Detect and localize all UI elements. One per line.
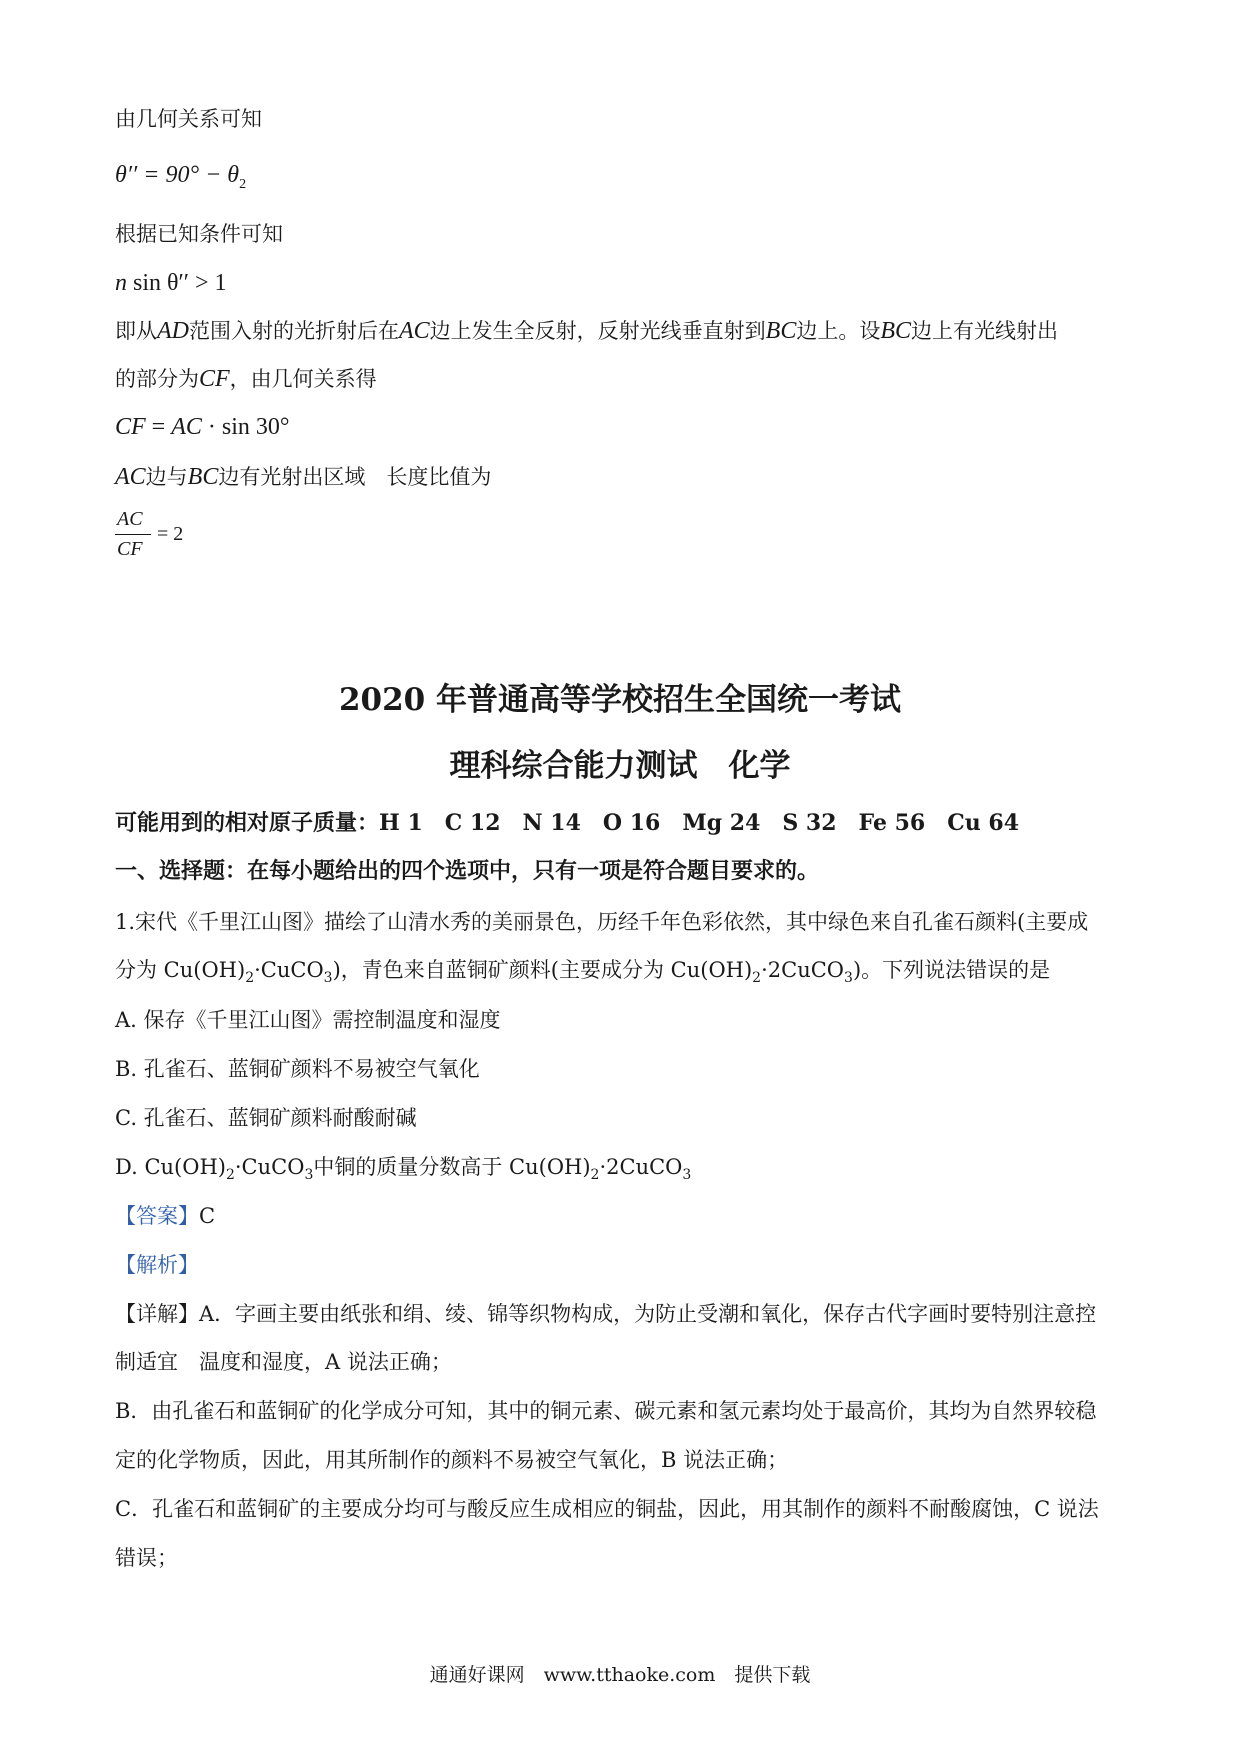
detail-line: B．由孔雀石和蓝铜矿的化学成分可知，其中的铜元素、碳元素和氢元素均处于最高价，其均为自然界较稳 — [115, 1399, 1097, 1423]
detail-tag: 【详解】 — [115, 1302, 199, 1326]
page-footer: 通通好课网 www.tthaoke.com 提供下载 — [429, 1664, 811, 1686]
option-b: B. 孔雀石、蓝铜矿颜料不易被空气氧化 — [115, 1057, 480, 1081]
option-a: A. 保存《千里江山图》需控制温度和湿度 — [115, 1008, 501, 1032]
exam-title: 2020 年普通高等学校招生全国统一考试 — [338, 682, 902, 718]
question-1-line: 分为 $Cu(OH)_2\cdot CuCO_3$)，青色来自蓝铜矿颜料(主要成分为 $Cu(OH)_2\cdot 2CuCO_3$)。下列说法错误的是 — [115, 958, 1051, 987]
detail-line: 错误； — [115, 1546, 178, 1570]
detail-line: 制适宜 温度和湿度，A 说法正确； — [115, 1350, 452, 1374]
detail-line: C．孔雀石和蓝铜矿的主要成分均可与酸反应生成相应的铜盐，因此，用其制作的颜料不耐酸腐蚀，C 说法 — [115, 1497, 1099, 1521]
equation-nsin: n sin θ′′ > 1 — [115, 270, 227, 296]
answer-tag: 【答案】 — [115, 1204, 199, 1228]
text-line: 根据已知条件可知 — [115, 222, 283, 246]
equation-cf: CF = AC · sin 30° — [115, 414, 290, 440]
answer-value: C — [199, 1204, 216, 1228]
equation-theta: $\theta'' = 90^\circ - \theta_2$ — [115, 162, 247, 192]
question-1-line: 1.宋代《千里江山图》描绘了山清水秀的美丽景色，历经千年色彩依然，其中绿色来自孔雀石颜料(主要成 — [115, 910, 1089, 934]
atomic-masses: 可能用到的相对原子质量：H 1 C 12 N 14 O 16 Mg 24 S 32 Fe 56 Cu 64 — [115, 810, 1019, 836]
text-line: 的部分为CF，由几何关系得 — [115, 366, 377, 392]
exam-subtitle: 理科综合能力测试 化学 — [449, 748, 791, 784]
option-d: D. $Cu(OH)_2\cdot CuCO_3$中铜的质量分数高于 $Cu(OH)_2\cdot 2CuCO_3$ — [115, 1155, 692, 1184]
analysis-line — [115, 1250, 199, 1280]
text-line: 由几何关系可知 — [115, 107, 262, 131]
text-line: 即从AD范围入射的光折射后在AC边上发生全反射，反射光线垂直射到BC边上。设BC边上有光线射出 — [115, 318, 1059, 344]
analysis-tag: 【解析】 — [115, 1253, 199, 1277]
text-line: AC边与BC边有光射出区域 长度比值为 — [115, 464, 492, 490]
section-heading: 一、选择题：在每小题给出的四个选项中，只有一项是符合题目要求的。 — [115, 858, 820, 884]
document-page: 由几何关系可知 $\theta'' = 90^\circ - \theta_2$ 根据已知条件可知 n sin θ′′ > 1 即从AD范围入射的光折射后在AC边上发生全反射，反射光线垂直射到BC边上。设BC边上有光线射出 的部分为CF，由几何关系得 CF = AC · sin 30° AC边与BC边有光射出区域 长度比值为 AC CF = 2 2020 年普通高等学校招生全国统一考试 理科综合能力测试 化学 可能用到的相对原子质量：H 1 C 12 N 14 O 16 Mg 24 S 32 Fe 56 Cu 64 一、选择题：在每小题给出的四个选项中，只有一项是符合题目要求的。 1.宋代《千里江山图》描绘了山清水秀的美丽景色，历经千年色彩依然，其中绿色来自孔雀石颜料(主要成 分为 $Cu(OH)_2\cdot CuCO_3$)，青色来自蓝铜矿颜料(主要成分为 $Cu(OH)_2\cdot 2CuCO_3$)。下列说法错误的是 A. 保存《千里江山图》需控制温度和湿度 B. 孔雀石、蓝铜矿颜料不易被空气氧化 C. 孔雀石、蓝铜矿颜料耐酸耐碱 D. $Cu(OH)_2\cdot CuCO_3$中铜的质量分数高于 $Cu(OH)_2\cdot 2CuCO_3$ 【答案】C 【解析】 【详解】A．字画主要由纸张和绢、绫、锦等织物构成，为防止受潮和氧化，保存古代字画时要特别注意控 制适宜 温度和湿度，A 说法正确； B．由孔雀石和蓝铜矿的化学成分可知，其中的铜元素、碳元素和氢元素均处于最高价，其均为自然界较稳 定的化学物质，因此，用其所制作的颜料不易被空气氧化，B 说法正确； C．孔雀石和蓝铜矿的主要成分均可与酸反应生成相应的铜盐，因此，用其制作的颜料不耐酸腐蚀，C 说法 错误； 通通好课网 www.tthaoke.com 提供下载 — [0, 0, 1240, 1754]
answer-line — [115, 1201, 215, 1231]
detail-line: 定的化学物质，因此，用其所制作的颜料不易被空气氧化，B 说法正确； — [115, 1448, 789, 1472]
option-c: C. 孔雀石、蓝铜矿颜料耐酸耐碱 — [115, 1106, 417, 1130]
detail-line: 【详解】A．字画主要由纸张和绢、绫、锦等织物构成，为防止受潮和氧化，保存古代字画时要特别注意控 — [115, 1302, 1097, 1326]
